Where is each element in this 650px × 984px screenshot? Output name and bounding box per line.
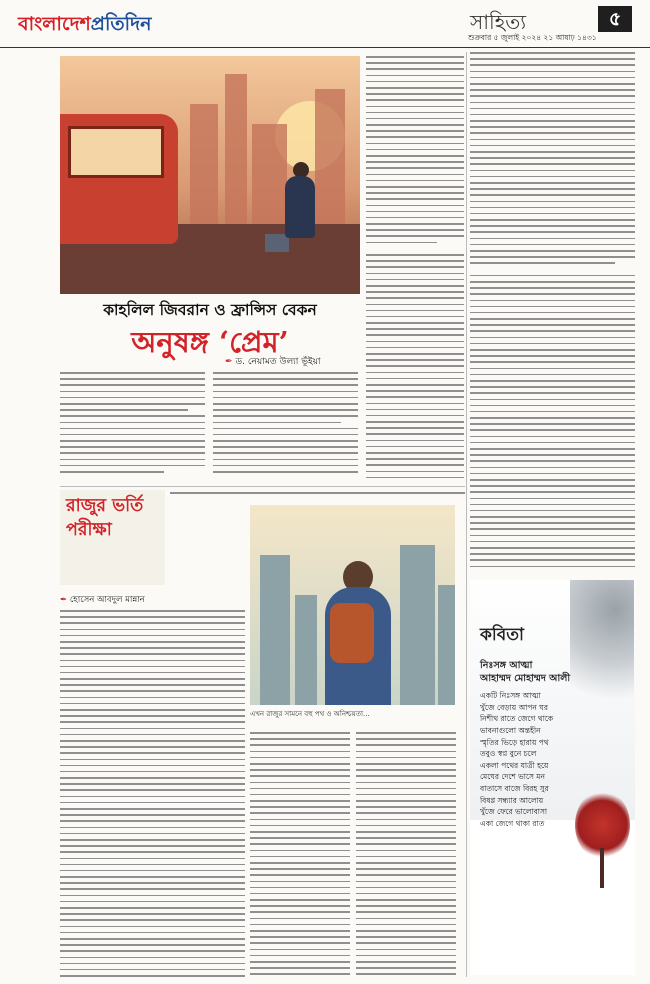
- poem-line: স্মৃতির ভিড়ে হারায় পথ: [480, 737, 549, 747]
- pen-icon: ✒: [225, 357, 233, 367]
- poem-line: বিষণ্ণ সন্ধ্যার আলোয়: [480, 795, 544, 805]
- poem-line: বাতাসে বাজে বিরহ সুর: [480, 784, 549, 793]
- pen-icon: ✒: [60, 595, 68, 605]
- lead-body-column-4: [470, 52, 635, 572]
- poem-title: নিঃসঙ্গ আত্মা: [480, 660, 533, 671]
- lead-body-column-2: [213, 372, 358, 482]
- poetry-section-label: কবিতা: [480, 625, 524, 645]
- story2-body-column-1: [60, 610, 245, 978]
- lead-body-column-1: [60, 372, 205, 482]
- lead-kicker: কাহলিল জিবরান ও ফ্রান্সিস বেকন: [103, 300, 317, 319]
- story2-body-column-2: [250, 732, 350, 977]
- poem-line: খুঁজে ফেরে ভালোবাসা: [480, 807, 548, 817]
- poem-body: [480, 690, 585, 830]
- poem-line: তবুও স্বপ্ন বুনে চলে: [480, 749, 537, 759]
- page-number: ৫: [598, 6, 632, 32]
- story2-headline: রাজুর ভর্তি পরীক্ষা: [66, 496, 144, 540]
- dateline: শুক্রবার ৫ জুলাই ২০২৪ ২১ আষাঢ় ১৪৩১: [468, 33, 597, 42]
- logo-part2: প্রতিদিন: [90, 13, 152, 35]
- poem-line: মেঘের দেশে ভাসে মন: [480, 772, 545, 782]
- section-title: সাহিত্য: [470, 10, 527, 34]
- poem-header: [480, 660, 630, 686]
- poem-line: একটি নিঃসঙ্গ আত্মা: [480, 691, 541, 700]
- lead-author: ড. নেয়ামত উল্যা ভূঁইয়া: [235, 357, 321, 367]
- poem-line: একা জেগে থাকা রাত: [480, 818, 545, 828]
- poem-line: নিশীথ রাতে জেগে থাকে: [480, 714, 554, 724]
- lead-byline: [225, 354, 321, 369]
- poet-name: আহাম্মদ মোহাম্মদ আলী: [480, 672, 571, 684]
- poem-line: খুঁজে বেড়ায় আপন ঘর: [480, 702, 549, 712]
- newspaper-logo: [18, 10, 151, 42]
- story2-byline: [60, 593, 165, 607]
- logo-part1: বাংলাদেশ: [18, 13, 91, 35]
- poem-line: ভাবনাগুলো অন্তহীন: [480, 725, 541, 735]
- lead-headline: অনুষঙ্গ ‘প্রেম’: [131, 325, 289, 359]
- story2-caption: এখন রাজুর সামনে বহু পথ ও অনিশ্চয়তা...: [250, 710, 370, 718]
- story2-illustration: [250, 505, 455, 705]
- story2-body-intro: [170, 492, 465, 504]
- lead-body-column-3: [366, 56, 464, 482]
- story2-author: হোসেন আবদুল মান্নান: [69, 595, 145, 605]
- story2-body-column-3: [356, 732, 456, 977]
- lead-illustration: [60, 56, 360, 294]
- masthead: [0, 0, 650, 48]
- poem-line: একলা পথের যাত্রী হয়ে: [480, 760, 549, 770]
